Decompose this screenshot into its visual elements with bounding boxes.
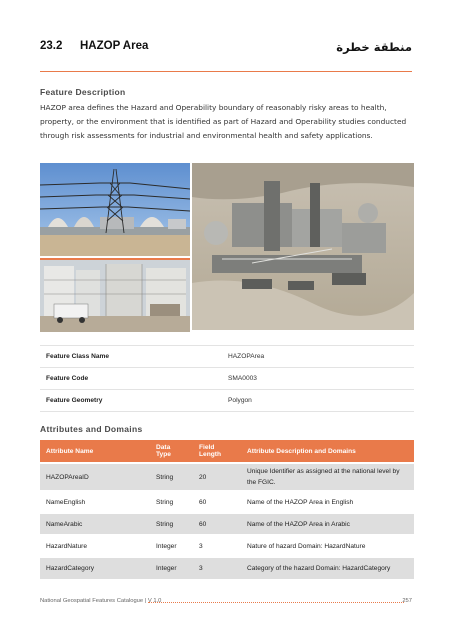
cell-name: NameEnglish (40, 491, 150, 513)
feature-info-key: Feature Code (40, 368, 222, 390)
power-plant-pylon-photo (40, 163, 190, 256)
footer-dotted-leader (148, 602, 404, 603)
column-header: Attribute Name (40, 440, 150, 463)
feature-description-text: HAZOP area defines the Hazard and Operability boundary of reasonably risky areas to health, property, or the environment that is identified as part of Hazard and Operability studies conducted through risk assessments for industrial and environmental health and safety applications. (40, 103, 407, 140)
section-divider (40, 71, 412, 72)
table-row (40, 513, 414, 535)
feature-info-row (40, 390, 414, 412)
cell-description: Nature of hazard Domain: HazardNature (241, 535, 414, 557)
table-row (40, 535, 414, 557)
table-row (40, 463, 414, 491)
cell-description: Name of the HAZOP Area in Arabic (241, 513, 414, 535)
cell-description: Name of the HAZOP Area in English (241, 491, 414, 513)
table-row (40, 491, 414, 513)
feature-info-value: Polygon (222, 390, 414, 412)
section-title-row (40, 40, 412, 58)
cell-length: 3 (193, 535, 241, 557)
cell-type: String (150, 463, 193, 491)
cell-length: 20 (193, 463, 241, 491)
column-header: Field Length (193, 440, 241, 463)
cell-type: Integer (150, 535, 193, 557)
attributes-heading: Attributes and Domains (40, 424, 143, 434)
cell-type: Integer (150, 557, 193, 579)
photo-collage (40, 163, 414, 330)
cell-length: 60 (193, 513, 241, 535)
section-arabic-title: منطقة خطرة (336, 40, 412, 54)
section-number: 23.2 (40, 40, 63, 52)
attributes-header-row (40, 440, 414, 463)
column-header: Attribute Description and Domains (241, 440, 414, 463)
section-title: HAZOP Area (80, 40, 149, 52)
cell-length: 3 (193, 557, 241, 579)
feature-info-value: SMA0003 (222, 368, 414, 390)
cell-name: HazardNature (40, 535, 150, 557)
cell-name: HazardCategory (40, 557, 150, 579)
cell-description: Unique Identifier as assigned at the national level by the FGIC. (241, 463, 414, 491)
cell-name: HAZOPAreaID (40, 463, 150, 491)
column-header: Data Type (150, 440, 193, 463)
page-footer (40, 598, 412, 608)
cell-length: 60 (193, 491, 241, 513)
cell-name: NameArabic (40, 513, 150, 535)
feature-info-key: Feature Class Name (40, 346, 222, 368)
cell-type: String (150, 513, 193, 535)
feature-info-key: Feature Geometry (40, 390, 222, 412)
page-number: 257 (402, 598, 412, 604)
feature-description-heading: Feature Description (40, 87, 126, 97)
feature-info-row (40, 346, 414, 368)
cell-type: String (150, 491, 193, 513)
attributes-table (40, 440, 414, 579)
table-row (40, 557, 414, 579)
cell-description: Category of the hazard Domain: HazardCategory (241, 557, 414, 579)
feature-info-row (40, 368, 414, 390)
industrial-silos-truck-photo (40, 258, 190, 332)
footer-catalogue-label: National Geospatial Features Catalogue | V 1.0 (40, 598, 162, 604)
cement-plant-aerial-photo (192, 163, 414, 330)
feature-info-table (40, 345, 414, 412)
feature-info-value: HAZOPArea (222, 346, 414, 368)
